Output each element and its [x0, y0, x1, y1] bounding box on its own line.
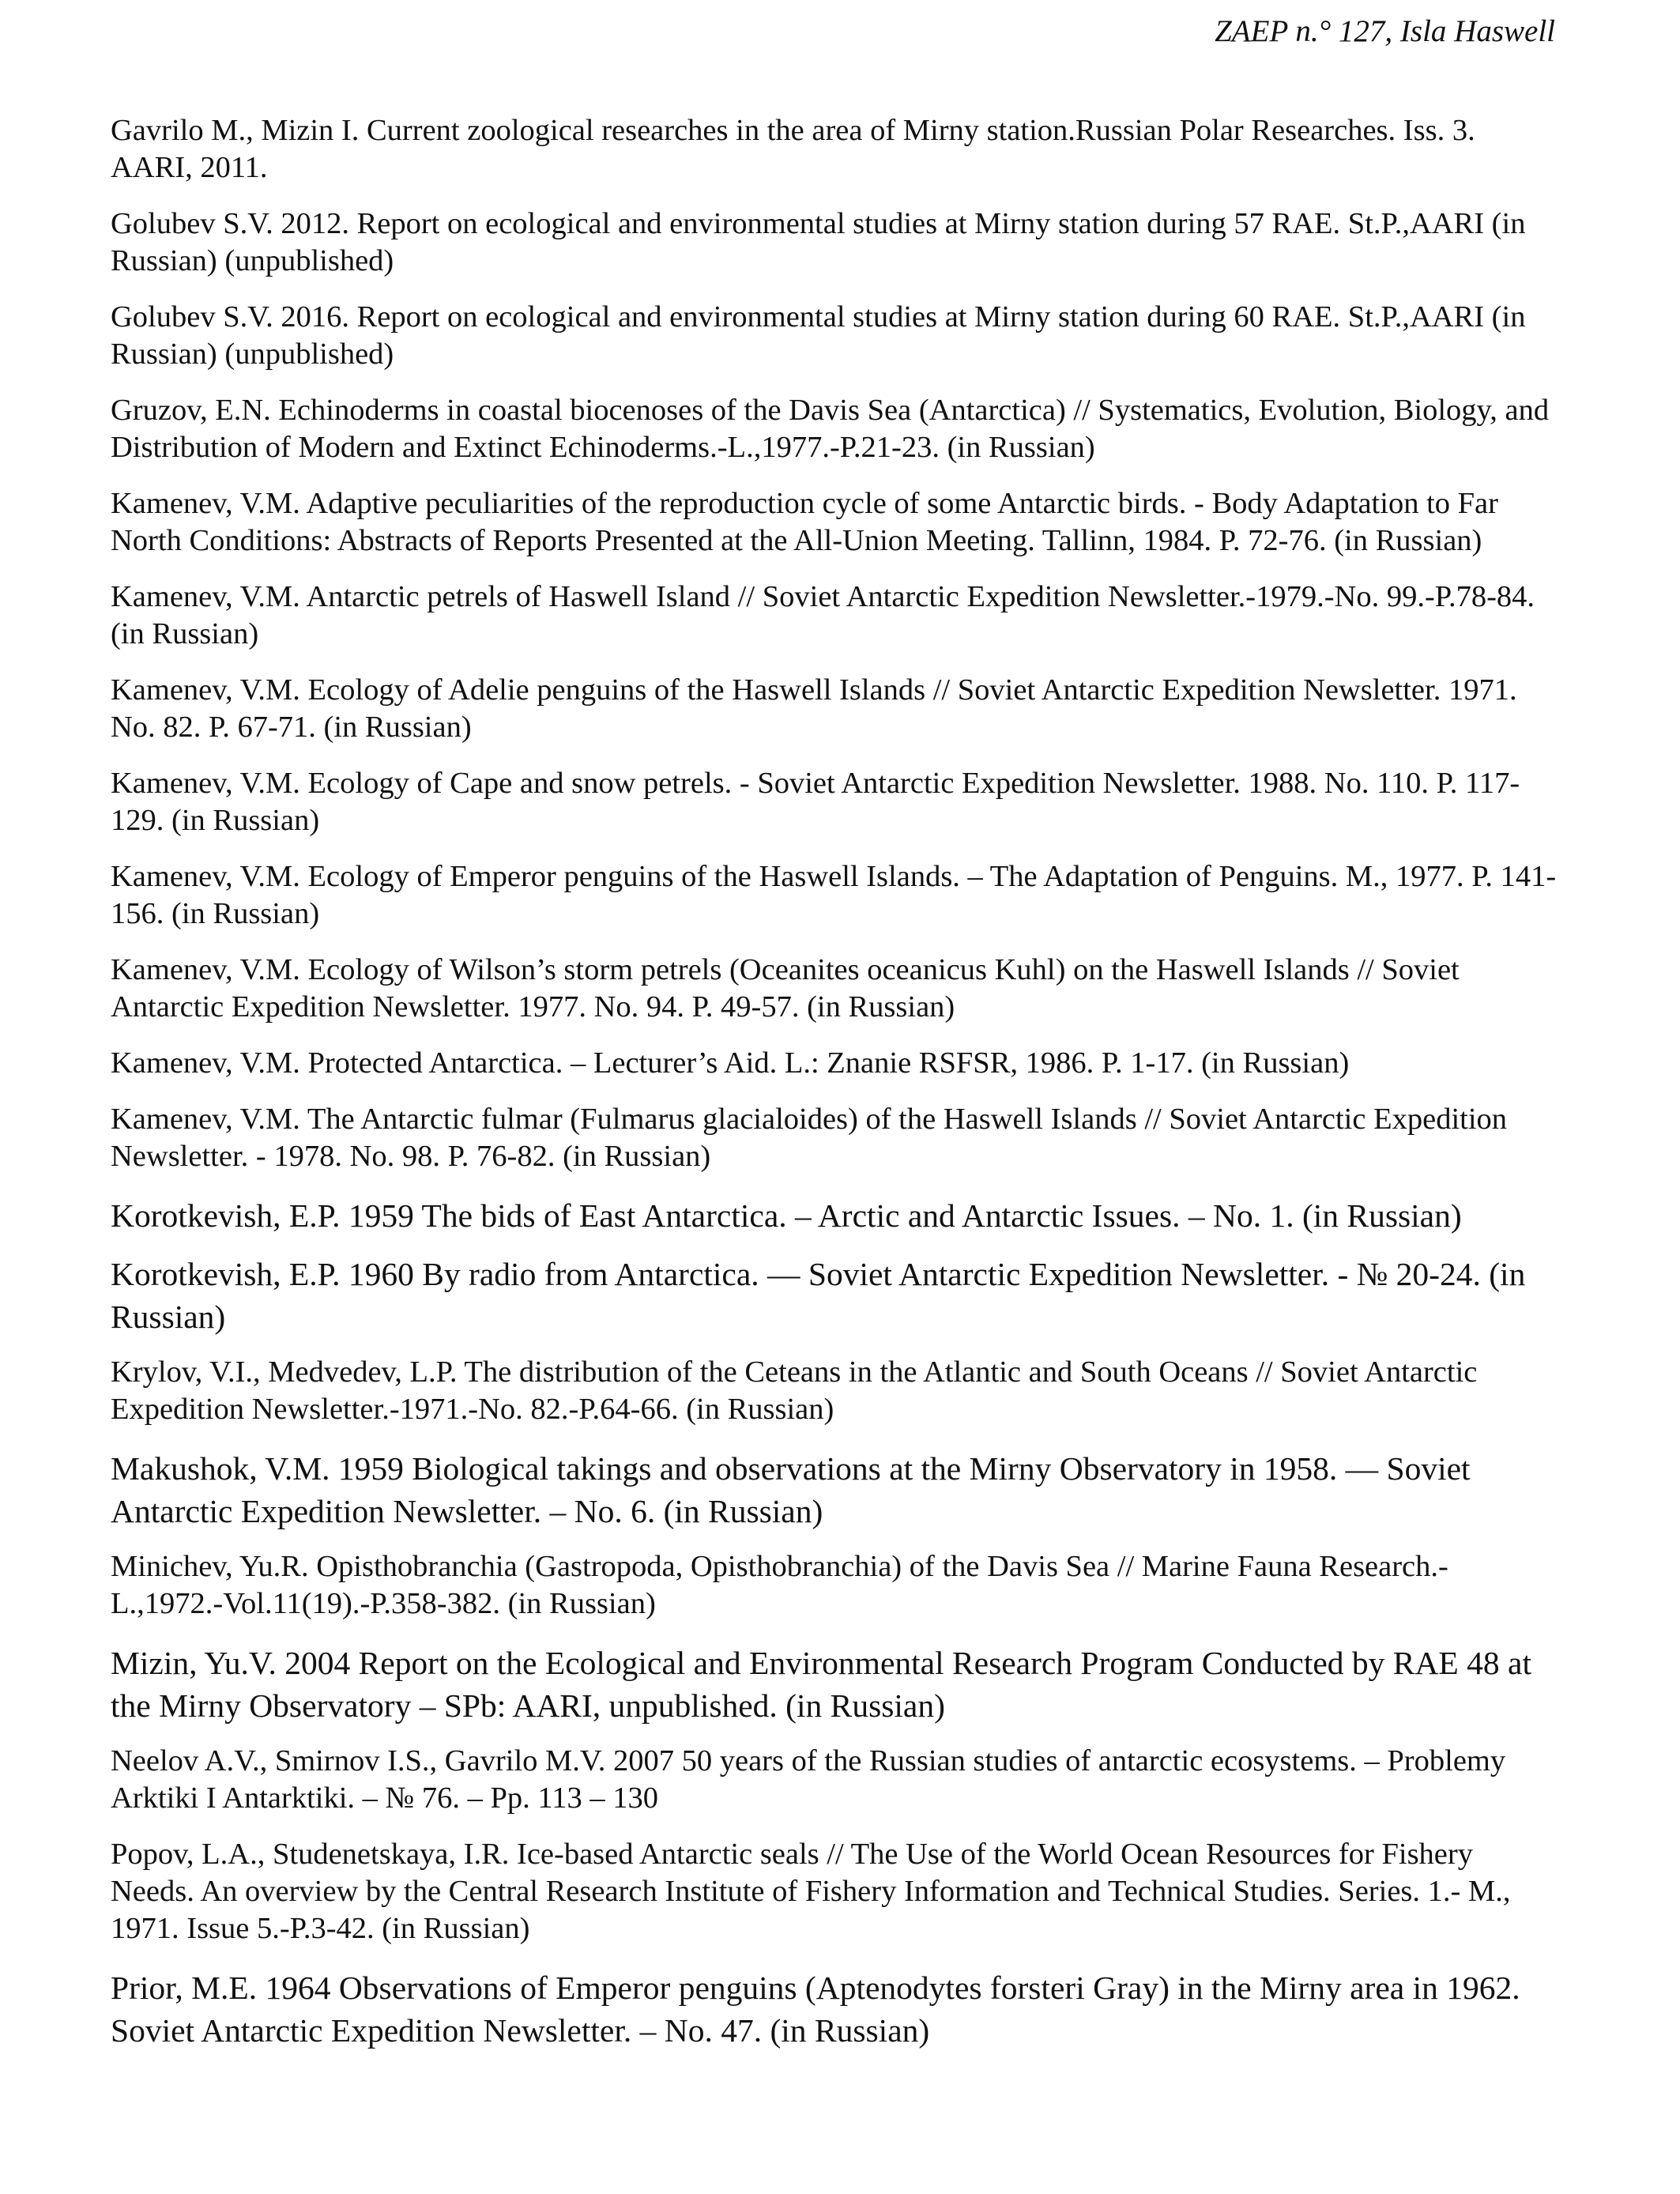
reference-kamenev-1979: Kamenev, V.M. Antarctic petrels of Haswell Island // Soviet Antarctic Expedition Newsletter.-1979.-No. 99.-P.78-84. (in Russian): [111, 580, 1535, 650]
reference-kamenev-1984: Kamenev, V.M. Adaptive peculiarities of the reproduction cycle of some Antarctic birds. - Body Adaptation to Far North Conditions: Abstracts of Reports Presented at the All-Union Meeting. Tallinn, 1984. P. 72-76. (in Russian): [111, 487, 1498, 557]
reference-kamenev-1988: Kamenev, V.M. Ecology of Cape and snow petrels. - Soviet Antarctic Expedition Newsletter. 1988. No. 110. P. 117-129. (in Russian): [111, 767, 1520, 837]
reference-krylov-medvedev-1971: Krylov, V.I., Medvedev, L.P. The distribution of the Ceteans in the Atlantic and South Oceans // Soviet Antarctic Expedition Newsletter.-1971.-No. 82.-P.64-66. (in Russian): [111, 1355, 1478, 1426]
running-header: ZAEP n.° 127, Isla Haswell: [1215, 14, 1555, 48]
reference-prior-1964: Prior, M.E. 1964 Observations of Emperor penguins (Aptenodytes forsteri Gray) in the Mirny area in 1962. Soviet Antarctic Expedition Newsletter. – No. 47. (in Russian): [111, 1970, 1520, 2049]
reference-golubev-2012: Golubev S.V. 2012. Report on ecological and environmental studies at Mirny station during 57 RAE. St.P.,AARI (in Russian) (unpublished): [111, 207, 1526, 277]
reference-gruzov-1977: Gruzov, E.N. Echinoderms in coastal biocenoses of the Davis Sea (Antarctica) // Systematics, Evolution, Biology, and Distribution of Modern and Extinct Echinoderms.-L.,1977.-P.21-23. (in Russian): [111, 394, 1550, 464]
reference-kamenev-1978: Kamenev, V.M. The Antarctic fulmar (Fulmarus glacialoides) of the Haswell Islands // Soviet Antarctic Expedition Newsletter. - 1978. No. 98. P. 76-82. (in Russian): [111, 1103, 1508, 1173]
reference-gavrilo-mizin-2011: Gavrilo M., Mizin I. Current zoological researches in the area of Mirny station.Russian Polar Researches. Iss. 3. AARI, 2011.: [111, 114, 1475, 184]
reference-korotkevish-1959: Korotkevish, E.P. 1959 The bids of East Antarctica. – Arctic and Antarctic Issues. – No. 1. (in Russian): [111, 1197, 1462, 1234]
reference-korotkevish-1960: Korotkevish, E.P. 1960 By radio from Antarctica. — Soviet Antarctic Expedition Newsletter. - № 20-24. (in Russian): [111, 1256, 1526, 1335]
reference-golubev-2016: Golubev S.V. 2016. Report on ecological and environmental studies at Mirny station during 60 RAE. St.P.,AARI (in Russian) (unpublished): [111, 300, 1526, 371]
reference-kamenev-1977-wilsons: Kamenev, V.M. Ecology of Wilson’s storm petrels (Oceanites oceanicus Kuhl) on the Haswell Islands // Soviet Antarctic Expedition Newsletter. 1977. No. 94. P. 49-57. (in Russian): [111, 953, 1460, 1023]
reference-kamenev-1977-emperor: Kamenev, V.M. Ecology of Emperor penguins of the Haswell Islands. – The Adaptation of Penguins. M., 1977. P. 141-156. (in Russian): [111, 860, 1557, 930]
reference-popov-1971: Popov, L.A., Studenetskaya, I.R. Ice-based Antarctic seals // The Use of the World Ocean Resources for Fishery Needs. An overview by the Central Research Institute of Fishery Information and Technical Studies. Series. 1.- M., 1971. Issue 5.-P.3-42. (in Russian): [111, 1838, 1511, 1945]
reference-list: [111, 112, 1557, 2068]
reference-mizin-2004: Mizin, Yu.V. 2004 Report on the Ecological and Environmental Research Program Conducted by RAE 48 at the Mirny Observatory – SPb: AARI, unpublished. (in Russian): [111, 1645, 1531, 1724]
reference-kamenev-1986: Kamenev, V.M. Protected Antarctica. – Lecturer’s Aid. L.: Znanie RSFSR, 1986. P. 1-17. (in Russian): [111, 1046, 1350, 1080]
reference-minichev-1972: Minichev, Yu.R. Opisthobranchia (Gastropoda, Opisthobranchia) of the Davis Sea // Marine Fauna Research.-L.,1972.-Vol.11(19).-P.358-382. (in Russian): [111, 1550, 1448, 1620]
reference-neelov-2007: Neelov A.V., Smirnov I.S., Gavrilo M.V. 2007 50 years of the Russian studies of antarctic ecosystems. – Problemy Arktiki I Antarktiki. – № 76. – Pp. 113 – 130: [111, 1744, 1506, 1815]
reference-makushok-1959: Makushok, V.M. 1959 Biological takings and observations at the Mirny Observatory in 1958. — Soviet Antarctic Expedition Newsletter. – No. 6. (in Russian): [111, 1450, 1471, 1529]
reference-kamenev-1971: Kamenev, V.M. Ecology of Adelie penguins of the Haswell Islands // Soviet Antarctic Expedition Newsletter. 1971. No. 82. P. 67-71. (in Russian): [111, 673, 1517, 744]
